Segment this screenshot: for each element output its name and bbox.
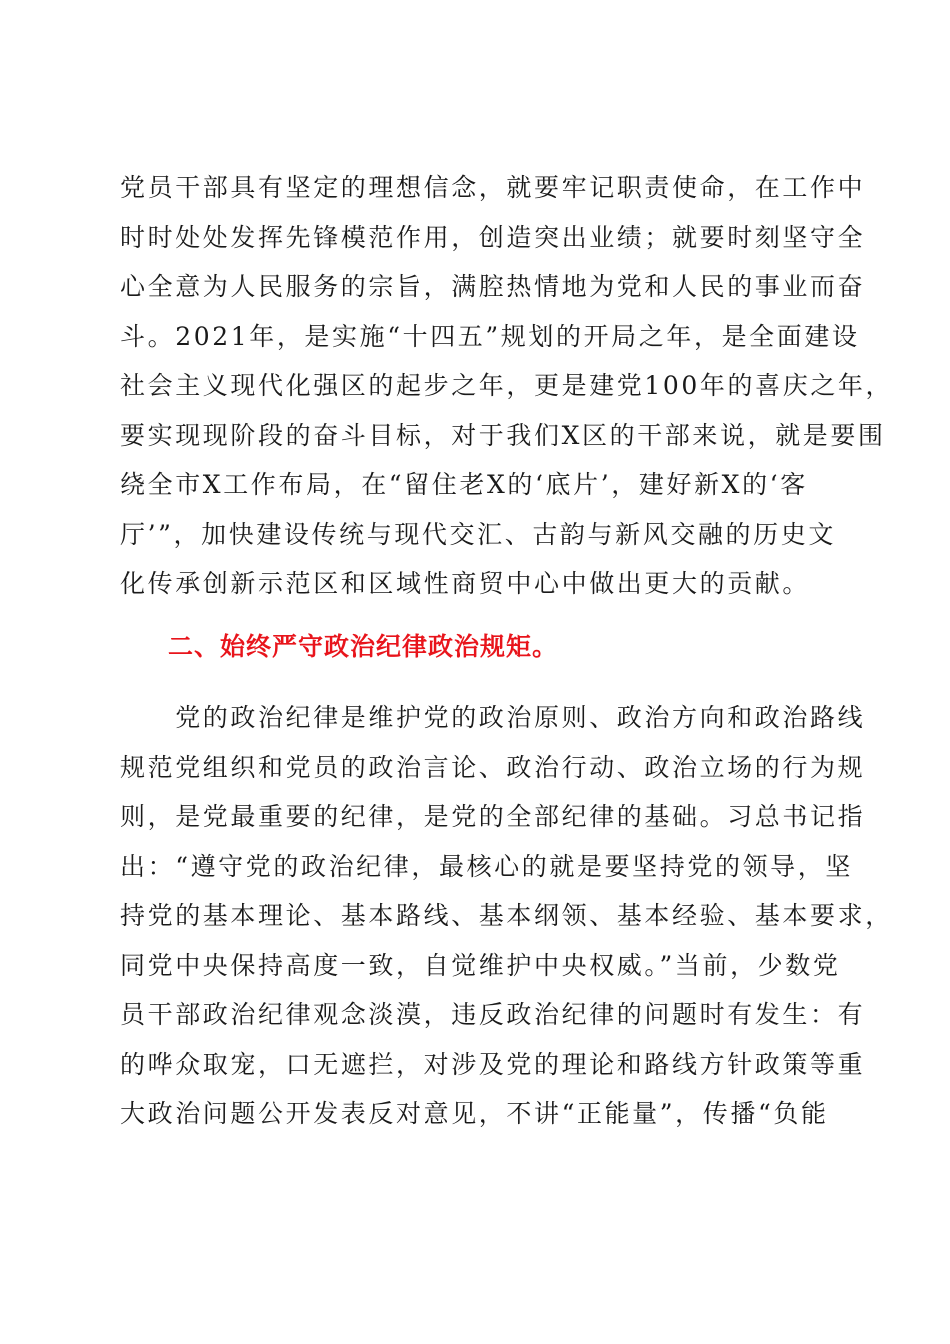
paragraph-line: 厅’”，加快建设传统与现代交汇、古韵与新风交融的历史文	[120, 519, 836, 549]
paragraph-line: 出：“遵守党的政治纪律，最核心的就是要坚持党的领导，坚	[120, 851, 853, 881]
paragraph-1	[120, 163, 894, 609]
paragraph-line: 的哗众取宠，口无遮拦，对涉及党的理论和路线方针政策等重	[120, 1049, 866, 1079]
paragraph-line: 化传承创新示范区和区域性商贸中心中做出更大的贡献。	[120, 569, 811, 598]
paragraph-line: 党的政治纪律是维护党的政治原则、政治方向和政治路线	[120, 703, 866, 732]
paragraph-line: 员干部政治纪律观念淡漠，违反政治纪律的问题时有发生：有	[120, 1000, 866, 1029]
paragraph-line: 则，是党最重要的纪律，是党的全部纪律的基础。习总书记指	[120, 802, 866, 831]
paragraph-2	[120, 693, 893, 1139]
paragraph-line: 持党的基本理论、基本路线、基本纲领、基本经验、基本要求，	[120, 901, 893, 930]
paragraph-line: 规范党组织和党员的政治言论、政治行动、政治立场的行为规	[120, 752, 866, 782]
paragraph-line: 大政治问题公开发表反对意见，不讲“正能量”，传播“负能	[120, 1099, 829, 1128]
paragraph-line: 心全意为人民服务的宗旨，满腔热情地为党和人民的事业而奋	[120, 272, 866, 301]
paragraph-line: 党员干部具有坚定的理想信念，就要牢记职责使命，在工作中	[120, 173, 866, 202]
section-heading: 二、始终严守政治纪律政治规矩。	[168, 632, 559, 661]
paragraph-line: 绕全市X工作布局，在“留住老X的‘底片’，建好新X的‘客	[120, 470, 808, 499]
paragraph-line: 时时处处发挥先锋模范作用，创造突出业绩；就要时刻坚守全	[120, 222, 866, 252]
paragraph-line: 斗。2021年，是实施“十四五”规划的开局之年，是全面建设	[120, 321, 860, 351]
paragraph-line: 同党中央保持高度一致，自觉维护中央权威。”当前，少数党	[120, 950, 841, 980]
paragraph-line: 社会主义现代化强区的起步之年，更是建党100年的喜庆之年，	[120, 371, 894, 400]
paragraph-line: 要实现现阶段的奋斗目标，对于我们X区的干部来说，就是要围	[120, 420, 886, 450]
